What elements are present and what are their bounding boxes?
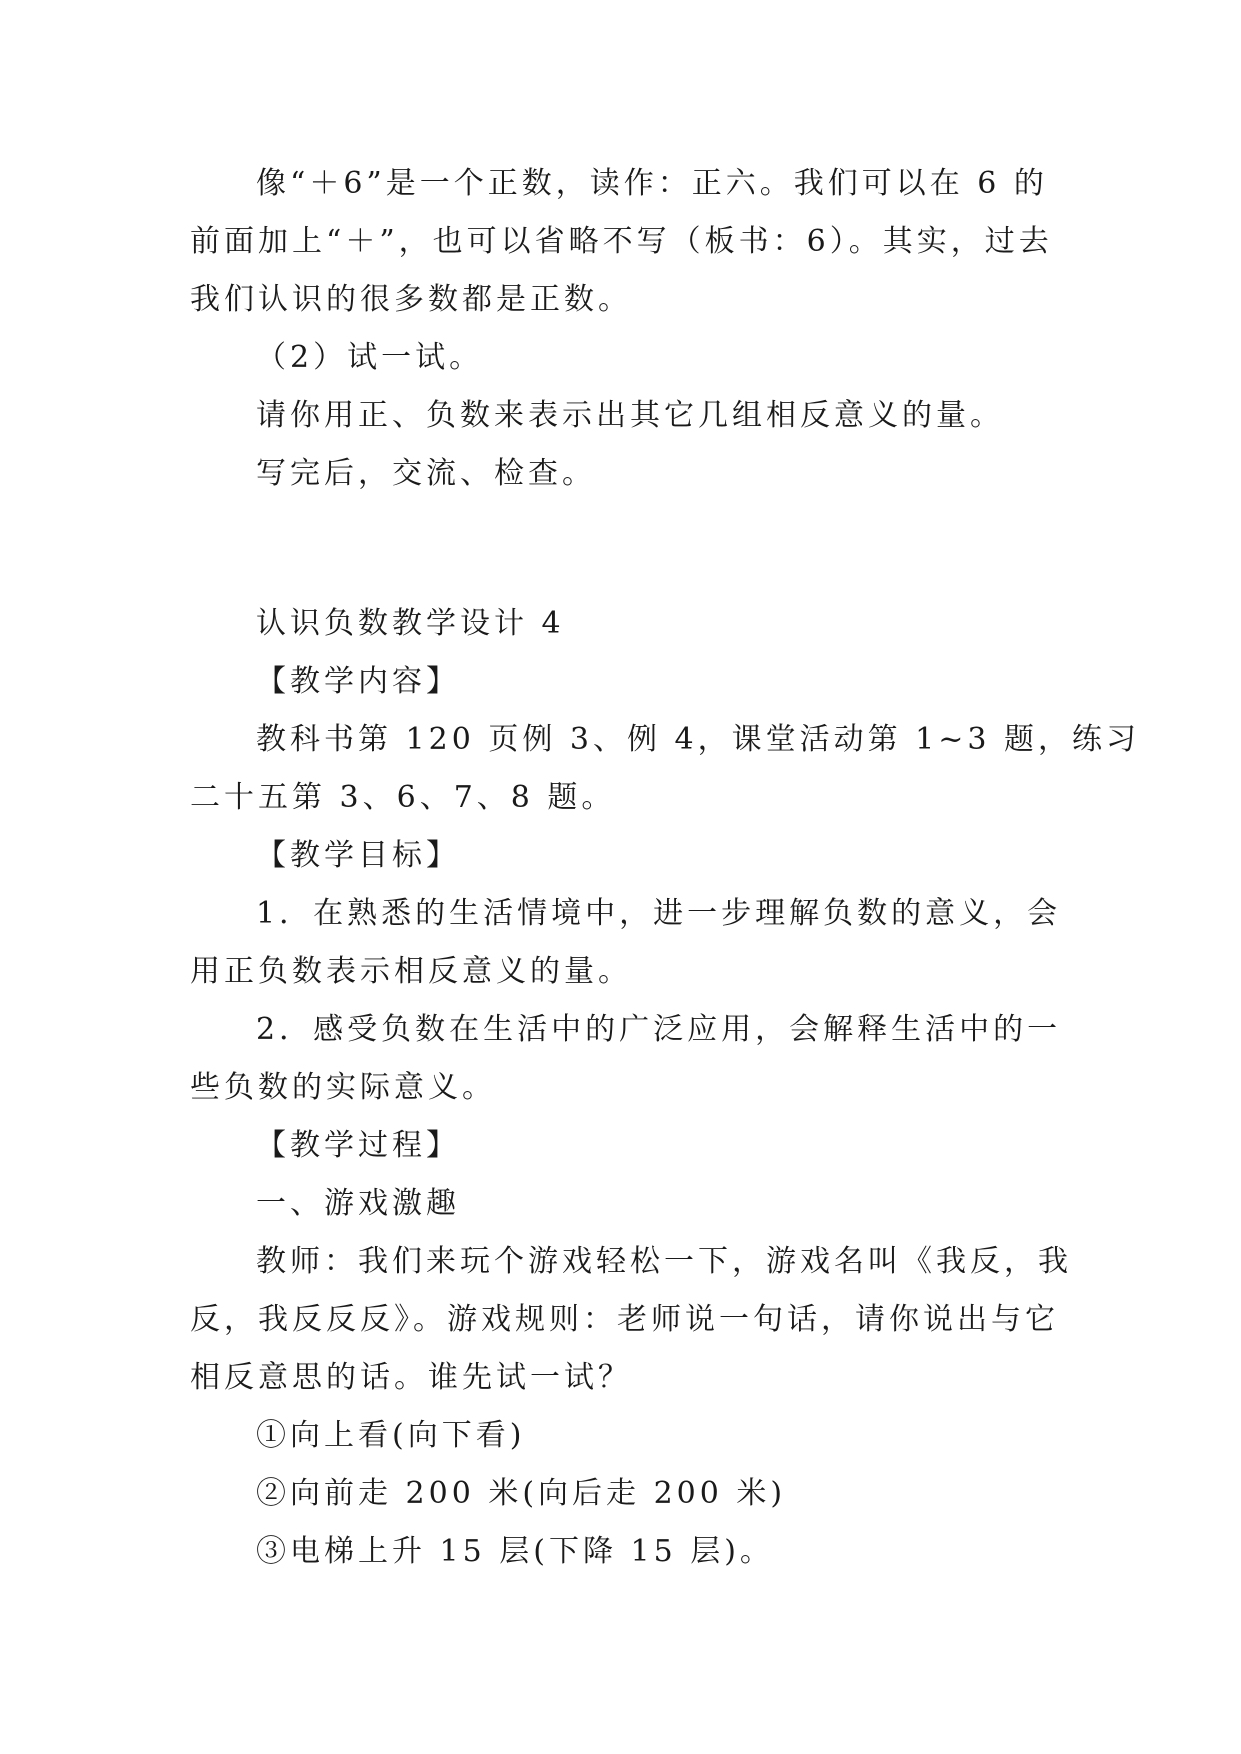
section-heading: 【教学内容】 <box>256 664 460 699</box>
paragraph-line: 些负数的实际意义。 <box>190 1070 496 1105</box>
section-title: 认识负数教学设计 4 <box>256 606 565 641</box>
paragraph-line: 我们认识的很多数都是正数。 <box>190 282 632 317</box>
section-gap <box>190 503 1054 595</box>
section-heading: 【教学目标】 <box>256 838 460 873</box>
paragraph-line: 教师：我们来玩个游戏轻松一下，游戏名叫《我反，我 <box>256 1244 1072 1279</box>
section-heading: 【教学过程】 <box>256 1128 460 1163</box>
list-item: ②向前走 200 米(向后走 200 米) <box>256 1476 787 1511</box>
list-item: ①向上看(向下看) <box>256 1418 526 1453</box>
paragraph-line: 写完后，交流、检查。 <box>256 456 596 491</box>
paragraph-line: 请你用正、负数来表示出其它几组相反意义的量。 <box>256 398 1004 433</box>
paragraph-line: 1．在熟悉的生活情境中，进一步理解负数的意义，会 <box>256 896 1062 931</box>
paragraph-line: 用正负数表示相反意义的量。 <box>190 954 632 989</box>
paragraph-line: 前面加上“＋”，也可以省略不写（板书：6）。其实，过去 <box>190 224 1053 259</box>
paragraph-line: 教科书第 120 页例 3、例 4，课堂活动第 1~3 题，练习 <box>256 722 1140 757</box>
paragraph-line: （2）试一试。 <box>256 340 484 375</box>
document-page <box>190 155 1140 1581</box>
paragraph-line: 相反意思的话。谁先试一试？ <box>190 1360 632 1395</box>
paragraph-line: 像“＋6”是一个正数，读作：正六。我们可以在 6 的 <box>256 166 1048 201</box>
list-item: ③电梯上升 15 层(下降 15 层)。 <box>256 1534 774 1569</box>
paragraph-line: 反，我反反反》。游戏规则：老师说一句话，请你说出与它 <box>190 1302 1059 1337</box>
paragraph-line: 二十五第 3、6、7、8 题。 <box>190 780 616 815</box>
paragraph-line: 2．感受负数在生活中的广泛应用，会解释生活中的一 <box>256 1012 1062 1047</box>
subsection-heading: 一、游戏激趣 <box>256 1186 460 1221</box>
